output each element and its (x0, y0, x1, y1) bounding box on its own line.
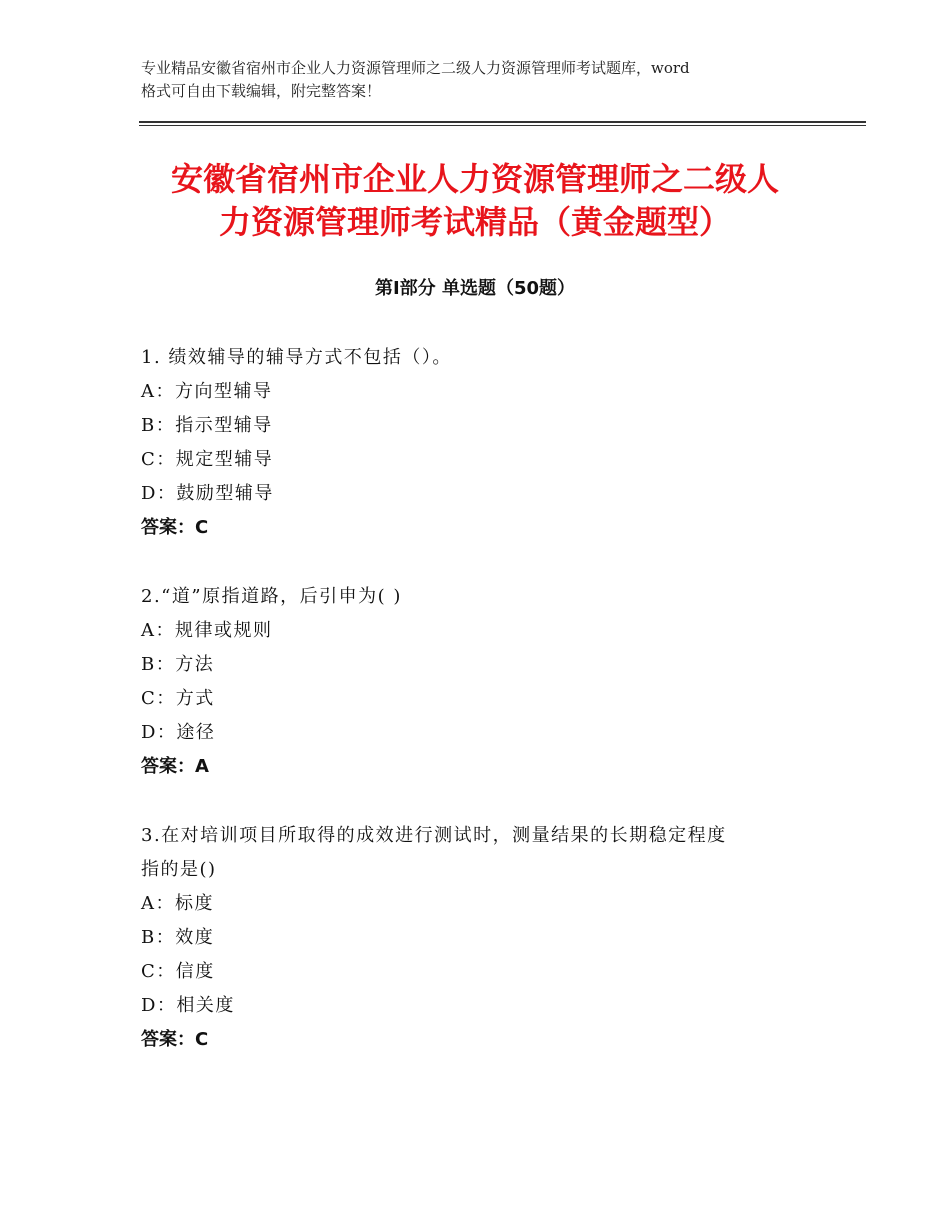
option-a: A：规律或规则 (141, 620, 273, 641)
question-3 (141, 819, 821, 1057)
document-title-line-1: 安徽省宿州市企业人力资源管理师之二级人 (170, 160, 779, 198)
option-b: B：效度 (141, 927, 215, 948)
question-stem: 1. 绩效辅导的辅导方式不包括（）。 (141, 347, 452, 368)
header-note-line-2: 格式可自由下载编辑，附完整答案！ (141, 82, 382, 100)
option-b: B：方法 (141, 654, 215, 675)
section-title: 第Ⅰ部分 单选题（50题） (374, 278, 575, 299)
question-stem: 2.“道”原指道路，后引申为( ) (141, 586, 402, 607)
question-1 (141, 341, 821, 545)
document-title-line-2: 力资源管理师考试精品（黄金题型） (218, 203, 731, 241)
question-stem-line-1: 3.在对培训项目所取得的成效进行测试时，测量结果的长期稳定程度 (141, 825, 727, 846)
question-stem-line-2: 指的是() (141, 859, 217, 880)
header-divider (139, 121, 866, 126)
document-title (100, 158, 850, 244)
option-d: D：鼓励型辅导 (141, 483, 274, 504)
option-c: C：信度 (141, 961, 215, 982)
answer: 答案：A (141, 756, 209, 777)
header-note (141, 57, 841, 103)
option-b: B：指示型辅导 (141, 415, 273, 436)
option-a: A：标度 (141, 893, 214, 914)
option-c: C：规定型辅导 (141, 449, 274, 470)
option-d: D：相关度 (141, 995, 235, 1016)
answer: 答案：C (141, 1029, 209, 1050)
answer: 答案：C (141, 517, 209, 538)
option-d: D：途径 (141, 722, 216, 743)
header-note-line-1: 专业精品安徽省宿州市企业人力资源管理师之二级人力资源管理师考试题库，word (141, 59, 690, 77)
option-c: C：方式 (141, 688, 215, 709)
question-2 (141, 580, 821, 784)
option-a: A：方向型辅导 (141, 381, 273, 402)
